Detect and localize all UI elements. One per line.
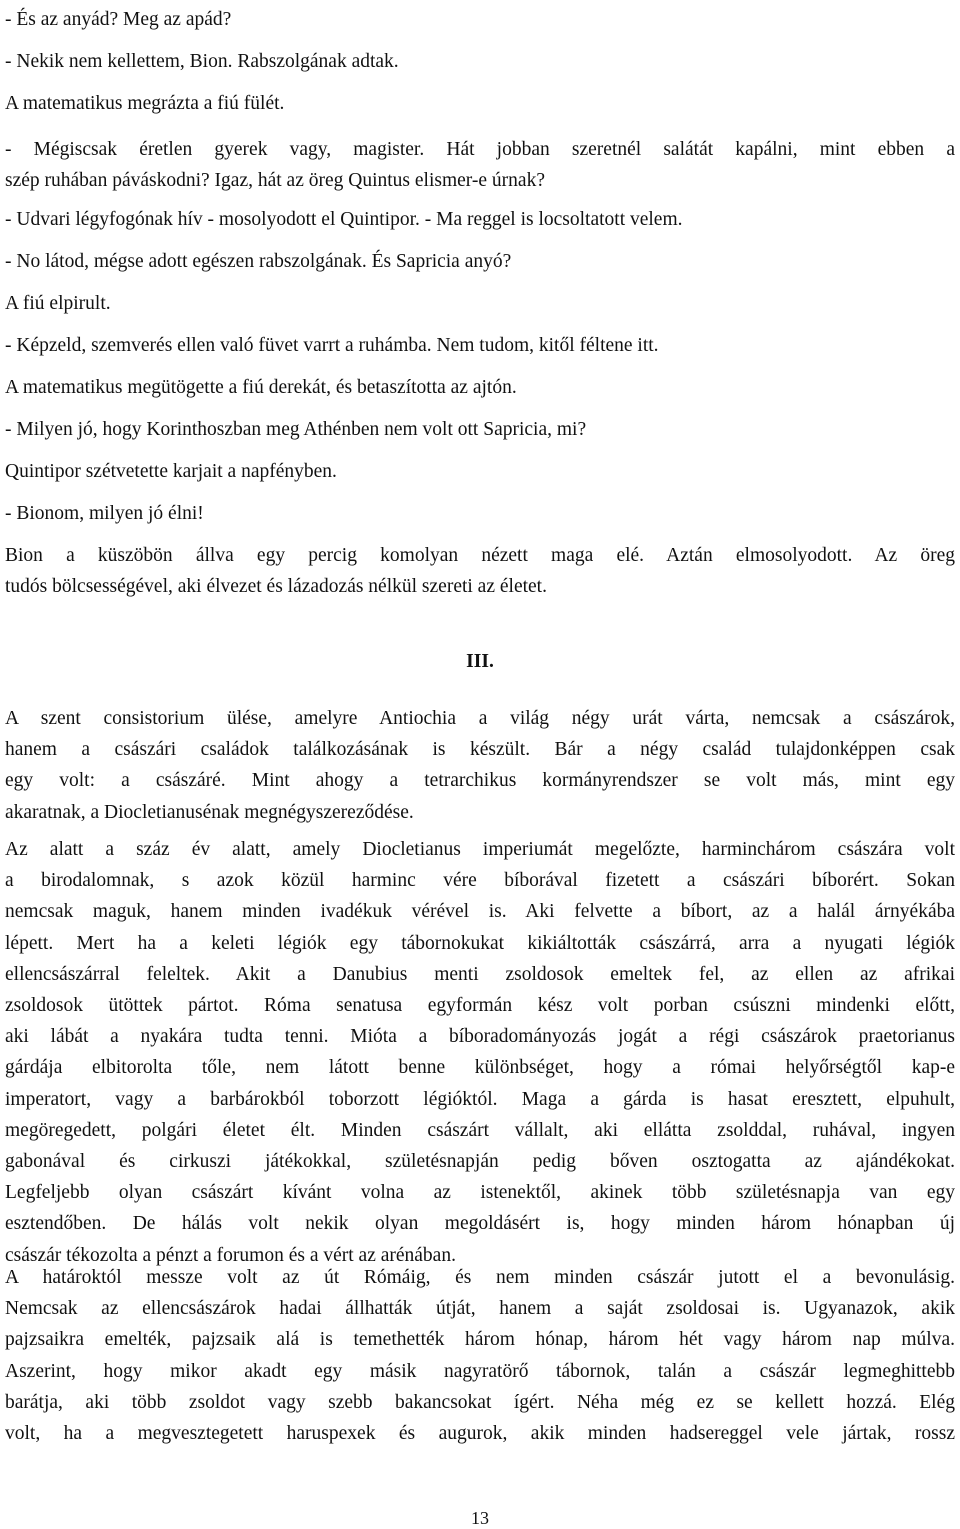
- paragraph-line: Legfeljebb olyan császárt kívánt volna az istenektől, akinek több születésnapja van egy: [5, 1182, 955, 1204]
- paragraph-line: zsoldosok ütöttek pártot. Róma senatusa egyformán kész volt porban csúszni mindenki előtt,: [5, 995, 955, 1017]
- paragraph-line: imperatort, vagy a barbárokból toborzott légióktól. Maga a gárda is hasat eresztett, elpuhult,: [5, 1088, 955, 1110]
- dialogue-line: - És az anyád? Meg az apád?: [5, 9, 232, 30]
- paragraph-line: nemcsak maguk, hanem minden ivadékuk vérével is. Aki felvette a bíbort, az a halál árnyékába: [5, 901, 955, 923]
- paragraph-line: hanem a császári családok találkozásának is készült. Bár a négy család tulajdonképpen csak: [5, 739, 955, 761]
- dialogue-line: A matematikus megütögette a fiú derekát, és betaszította az ajtón.: [5, 377, 517, 398]
- dialogue-line: - Nekik nem kellettem, Bion. Rabszolgának adtak.: [5, 51, 399, 72]
- dialogue-line: A matematikus megrázta a fiú fülét.: [5, 93, 285, 114]
- dialogue-line-part: - Mégiscsak éretlen gyerek vagy, magister. Hát jobban szeretnél salátát kapálni, mint ebben a: [5, 139, 955, 160]
- paragraph-line: a birodalomnak, s azok közül harminc vére bíborával fizetett a császári bíborért. Sokan: [5, 870, 955, 892]
- paragraph-line: A határoktól messze volt az út Rómáig, és nem minden császár jutott el a bevonulásig.: [5, 1267, 955, 1288]
- dialogue-line: - Milyen jó, hogy Korinthoszban meg Athénben nem volt ott Sapricia, mi?: [5, 419, 587, 440]
- paragraph-line: aki lábát a nyakára tudta tenni. Mióta a bíboradományozás jogát a régi császárok praetorianus: [5, 1026, 955, 1048]
- paragraph: [5, 834, 955, 1271]
- dialogue-line: - Képzeld, szemverés ellen való füvet varrt a ruhámba. Nem tudom, kitől féltene itt.: [5, 335, 659, 356]
- dialogue-line: - Udvari légyfogónak hív - mosolyodott el Quintipor. - Ma reggel is locsoltatott velem.: [5, 209, 683, 230]
- paragraph-line: Bion a küszöbön állva egy percig komolyan nézett maga elé. Aztán elmosolyodott. Az öreg: [5, 545, 955, 566]
- dialogue-line: Quintipor szétvetette karjait a napfényben.: [5, 461, 337, 482]
- paragraph-line: Az alatt a száz év alatt, amely Diocletianus imperiumát megelőzte, harminchárom császára volt: [5, 839, 955, 860]
- paragraph-line: akaratnak, a Diocletianusénak megnégyszereződése.: [5, 801, 414, 823]
- paragraph-line: gárdája elbitorolta tőle, nem látott benne különbséget, hogy a római helyőrségtől kap-e: [5, 1057, 955, 1079]
- chapter-heading: III.: [466, 651, 494, 672]
- paragraph-line: Nemcsak az ellencsászárok hadai állhatták útját, hanem a saját zsoldosai is. Ugyanazok, akik: [5, 1298, 955, 1320]
- paragraph-line: barátja, aki több zsoldot vagy szebb bakancsokat ígért. Néha még ez se kellett hozzá. Elég: [5, 1391, 955, 1413]
- dialogue-line: - Bionom, milyen jó élni!: [5, 503, 204, 524]
- dialogue-line-part: szép ruhában páváskodni? Igaz, hát az öreg Quintus elismer-e úrnak?: [5, 170, 545, 192]
- page-number: 13: [471, 1508, 489, 1528]
- paragraph-line: megöregedett, polgári életet élt. Minden császárt vállalt, aki ellátta zsolddal, ruhával, ingyen: [5, 1119, 955, 1141]
- paragraph-line: gabonával és cirkuszi játékokkal, születésnapján pedig bőven osztogatta az ajándékokat.: [5, 1151, 955, 1173]
- dialogue-line: A fiú elpirult.: [5, 293, 111, 314]
- paragraph-line: ellencsászárral feleltek. Akit a Danubius menti zsoldosok emeltek fel, az ellen az afrikai: [5, 963, 955, 985]
- dialogue-line: [5, 134, 955, 196]
- closing-paragraph: [5, 540, 955, 602]
- paragraph-line: pajzsaikra emelték, pajzsaik alá is temethették három hónap, három hét vagy három nap múlva.: [5, 1329, 955, 1351]
- paragraph-line: lépett. Mert ha a keleti légiók egy tábornokukat kikiáltották császárrá, arra a nyugati légiók: [5, 932, 955, 954]
- paragraph: [5, 1262, 955, 1449]
- paragraph-line: A szent consistorium ülése, amelyre Antiochia a világ négy urát várta, nemcsak a császárok,: [5, 708, 955, 729]
- paragraph-line: egy volt: a császáré. Mint ahogy a tetrarchikus kormányrendszer se volt más, mint egy: [5, 770, 955, 792]
- dialogue-line: - No látod, mégse adott egészen rabszolgának. És Sapricia anyó?: [5, 251, 512, 272]
- paragraph: [5, 703, 955, 828]
- paragraph-line: esztendőben. De hálás volt nekik olyan megoldásért is, hogy minden három hónapban új: [5, 1213, 955, 1235]
- paragraph-line: tudós bölcsességével, aki élvezet és lázadozás nélkül szereti az életet.: [5, 576, 547, 598]
- paragraph-line: volt, ha a megvesztegetett haruspexek és augurok, akik minden hadsereggel vele jártak, rossz: [5, 1423, 955, 1445]
- paragraph-line: Aszerint, hogy mikor akadt egy másik nagyratörő tábornok, talán a császár legmeghittebb: [5, 1360, 955, 1382]
- paragraph-line: császár tékozolta a pénzt a forumon és a vért az arénában.: [5, 1244, 456, 1266]
